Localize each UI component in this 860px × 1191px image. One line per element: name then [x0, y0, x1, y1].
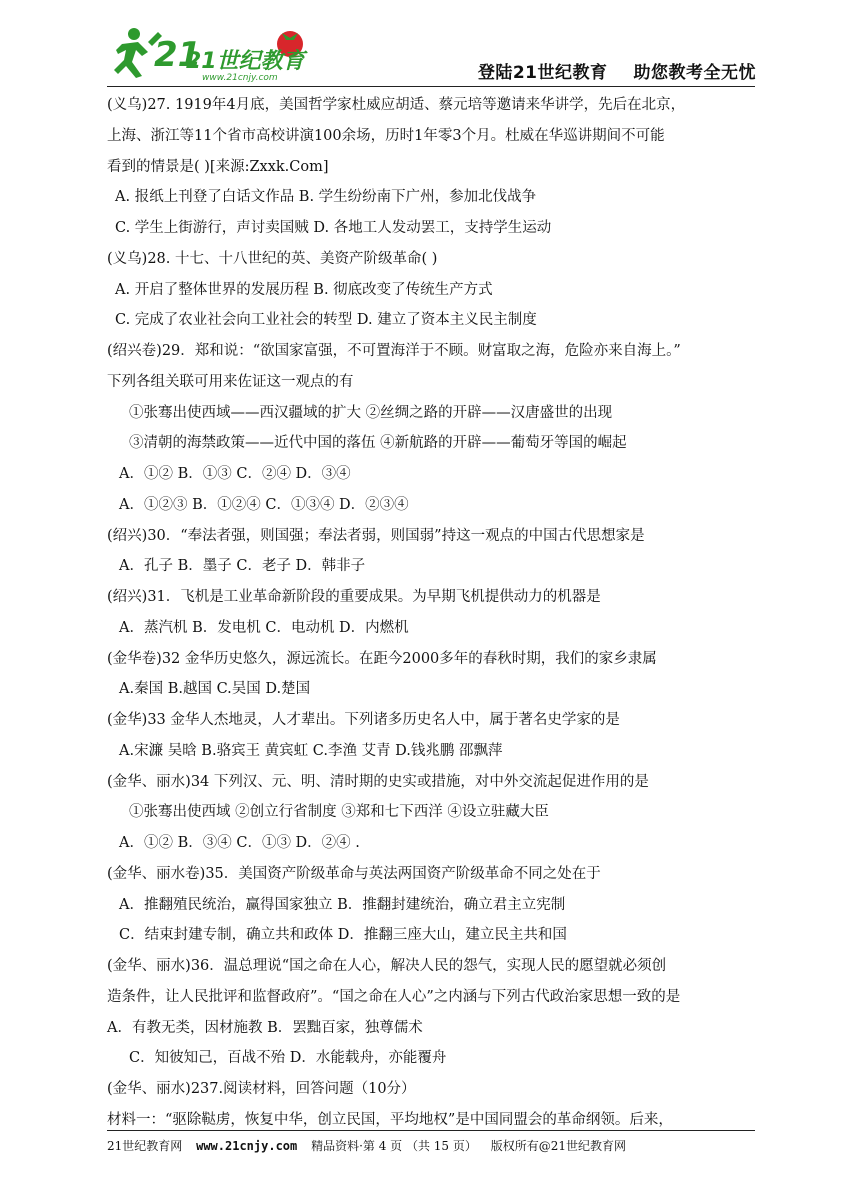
question-29-options-row-1: A．①② B．①③ C．②④ D．③④ [119, 466, 351, 482]
question-27-stem: (义乌)27. 1919年4月底，美国哲学家杜威应胡适、蔡元培等邀请来华讲学，先后在北京， [107, 97, 686, 113]
question-27-options-ab: A. 报纸上刊登了白话文作品 B. 学生纷纷南下广州，参加北伐战争 [115, 189, 537, 206]
question-27-stem-3: 看到的情景是( )[来源:Zxxk.Com] [107, 158, 329, 175]
slogan-left: 登陆21世纪教育 [477, 63, 608, 83]
question-34-stem: (金华、丽水)34 下列汉、元、明、清时期的史实或措施，对中外交流起促进作用的是 [107, 773, 649, 790]
header-slogan [478, 58, 756, 83]
question-32-options: A.秦国 B.越国 C.吴国 D.楚国 [119, 681, 311, 698]
question-29-options-row-2: A．①②③ B．①②④ C．①③④ D．②③④ [119, 496, 409, 513]
question-28-options-ab: A. 开启了整体世界的发展历程 B. 彻底改变了传统生产方式 [115, 281, 493, 298]
footer-copyright: 版权所有@21世纪教育网 [490, 1139, 626, 1153]
question-36-stem: (金华、丽水)36．温总理说“国之命在人心，解决人民的怨气，实现人民的愿望就必须创 [107, 958, 667, 974]
question-30-stem: (绍兴)30．“奉法者强，则国强；奉法者弱，则国弱”持这一观点的中国古代思想家是 [107, 527, 645, 544]
question-37-stem: (金华、丽水)237.阅读材料，回答问题（10分） [107, 1081, 416, 1097]
question-29-item-row-1: ①张骞出使西域——西汉疆域的扩大 ②丝绸之路的开辟——汉唐盛世的出现 [129, 404, 613, 421]
question-35-options-ab: A．推翻殖民统治，赢得国家独立 B．推翻封建统治，确立君主立宪制 [119, 896, 566, 913]
question-28-stem: (义乌)28. 十七、十八世纪的英、美资产阶级革命( ) [107, 250, 438, 267]
question-28-options-cd: C. 完成了农业社会向工业社会的转型 D. 建立了资本主义民主制度 [115, 312, 537, 329]
slogan-right: 助您教考全无忧 [633, 63, 756, 83]
question-30-options: A．孔子 B．墨子 C．老子 D．韩非子 [119, 558, 366, 575]
footer-divider [107, 1130, 755, 1131]
question-35-stem: (金华、丽水卷)35．美国资产阶级革命与英法两国资产阶级革命不同之处在于 [107, 865, 601, 882]
question-34-options: A．①② B．③④ C．①③ D．②④ . [119, 835, 360, 851]
question-27-stem-2: 上海、浙江等11个省市高校讲演100余场，历时1年零3个月。杜威在华巡讲期间不可能 [107, 127, 665, 144]
logo-text: 21世纪教育 [186, 49, 305, 74]
question-33-options: A.宋濂 吴晗 B.骆宾王 黄宾虹 C.李渔 艾青 D.钱兆鹏 邵飘萍 [119, 742, 503, 759]
footer-url-link[interactable]: www.21cnjy.com [196, 1139, 298, 1153]
question-31-stem: (绍兴)31．飞机是工业革命新阶段的重要成果。为早期飞机提供动力的机器是 [107, 589, 601, 605]
question-36-options-ab: A．有教无类，因材施教 B．罢黜百家，独尊儒术 [107, 1019, 423, 1036]
question-35-options-cd: C．结束封建专制，确立共和政体 D．推翻三座大山，建立民主共和国 [119, 927, 567, 944]
question-32-stem: (金华卷)32 金华历史悠久，源远流长。在距今2000多年的春秋时期，我们的家乡隶属 [107, 650, 657, 667]
document-body [107, 90, 767, 1136]
question-29-stem-2: 下列各组关联可用来佐证这一观点的有 [107, 373, 354, 390]
question-31-options: A．蒸汽机 B．发电机 C．电动机 D．内燃机 [119, 619, 409, 636]
question-33-stem: (金华)33 金华人杰地灵，人才辈出。下列诸多历史名人中，属于著名史学家的是 [107, 712, 620, 728]
header-divider [107, 86, 755, 87]
page-header [0, 0, 860, 90]
question-34-items: ①张骞出使西域 ②创立行省制度 ③郑和七下西洋 ④设立驻藏大臣 [129, 804, 549, 821]
footer-site-name: 21世纪教育网 [107, 1139, 183, 1153]
logo-url: www.21cnjy.com [202, 73, 278, 83]
question-36-stem-2: 造条件，让人民批评和监督政府”。“国之命在人心”之内涵与下列古代政治家思想一致的是 [107, 988, 681, 1005]
svg-text:21: 21 [154, 35, 202, 75]
question-29-stem: (绍兴卷)29．郑和说：“欲国家富强，不可置海洋于不顾。财富取之海，危险亦来自海上。” [107, 343, 681, 359]
material-one-text: 材料一：“驱除鞑虏，恢复中华，创立民国，平均地权”是中国同盟会的革命纲领。后来， [107, 1111, 673, 1128]
question-36-options-cd: C．知彼知己，百战不殆 D．水能载舟，亦能覆舟 [129, 1050, 447, 1067]
footer-page-info: 精品资料·第 4 页 （共 15 页） [311, 1139, 477, 1153]
page-footer [107, 1137, 636, 1154]
question-27-options-cd: C. 学生上街游行，声讨卖国贼 D. 各地工人发动罢工，支持学生运动 [115, 220, 552, 236]
question-29-item-row-2: ③清朝的海禁政策——近代中国的落伍 ④新航路的开辟——葡萄牙等国的崛起 [129, 435, 627, 452]
